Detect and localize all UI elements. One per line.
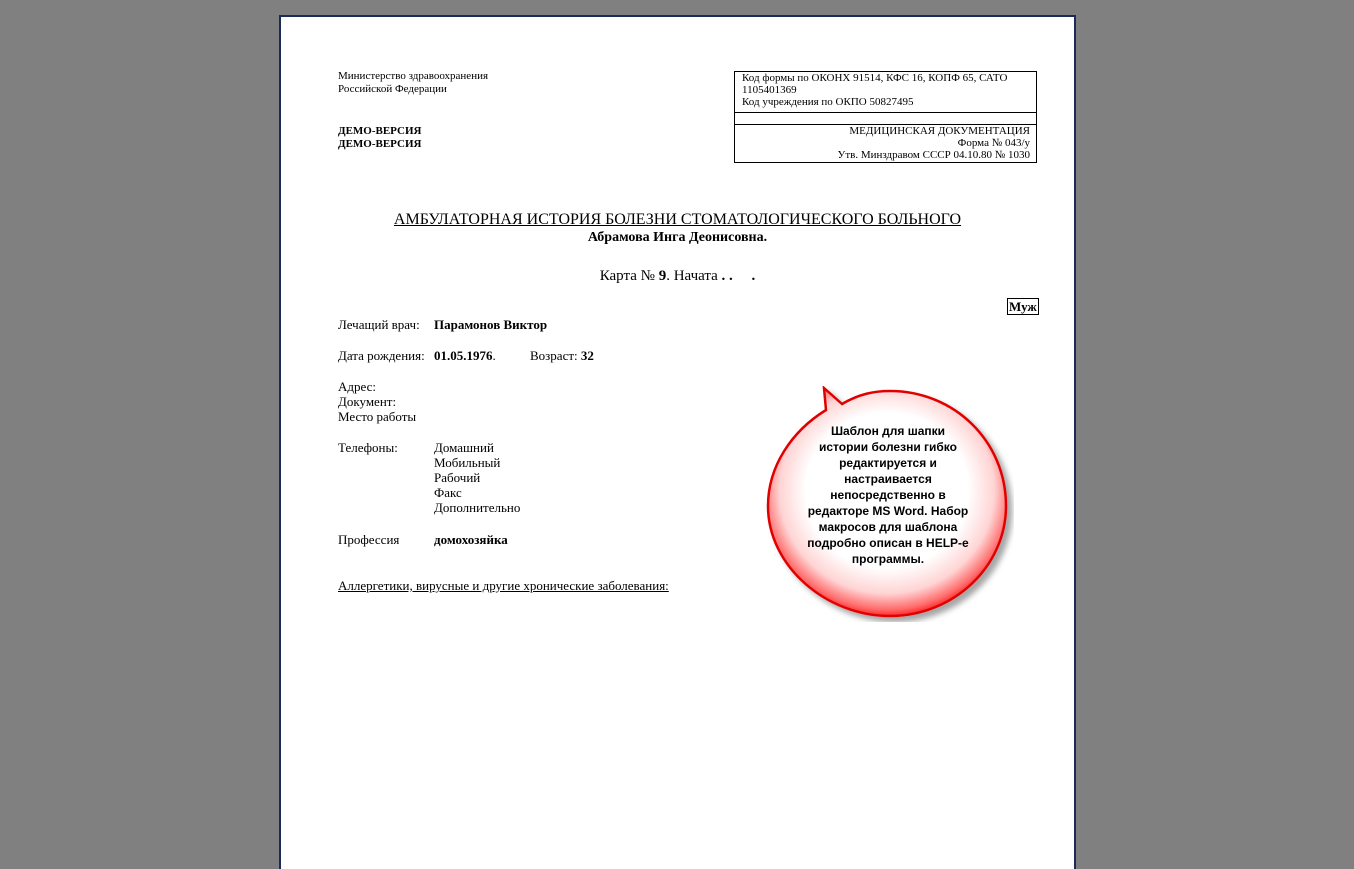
- phone-mobile: Мобильный: [434, 455, 501, 470]
- form-code-line-1: Код формы по ОКОНХ 91514, КФС 16, КОПФ 65, САТО: [742, 72, 1008, 84]
- birth-dot: .: [492, 348, 496, 363]
- patient-name: Абрамова Инга Деонисовна.: [587, 230, 768, 245]
- birth-row: [434, 348, 496, 363]
- document-label: Документ:: [338, 394, 397, 409]
- form-code-spacer: [735, 113, 1036, 125]
- form-code-section: [735, 72, 1036, 113]
- ministry-line-2: Российской Федерации: [338, 83, 447, 95]
- age-row: [530, 348, 594, 363]
- demo-block: [338, 125, 421, 151]
- form-approval-section: [735, 125, 1036, 161]
- address-label: Адрес:: [338, 379, 376, 394]
- doctor-value: Парамонов Виктор: [434, 317, 548, 332]
- phone-fax: Факс: [434, 485, 462, 500]
- started-label: . Начата: [666, 268, 718, 284]
- title-block: [281, 210, 1074, 246]
- form-code-box: [734, 71, 1037, 163]
- age-label: Возраст:: [530, 348, 578, 363]
- demo-label-1: ДЕМО-ВЕРСИЯ: [338, 125, 422, 137]
- demo-label-2: ДЕМО-ВЕРСИЯ: [338, 138, 422, 150]
- phones-label: Телефоны:: [338, 440, 398, 455]
- profession-label: Профессия: [338, 532, 400, 547]
- contact-block: [338, 379, 416, 424]
- document-title: АМБУЛАТОРНАЯ ИСТОРИЯ БОЛЕЗНИ СТОМАТОЛОГИЧЕСКОГО БОЛЬНОГО: [393, 211, 962, 228]
- age-value: 32: [580, 348, 594, 363]
- phone-work: Рабочий: [434, 470, 481, 485]
- doctor-label: Лечащий врач:: [338, 317, 420, 332]
- allergies-label: Аллергетики, вирусные и другие хронические заболевания:: [338, 578, 669, 593]
- birth-label: Дата рождения:: [338, 348, 425, 363]
- birth-value: 01.05.1976: [434, 348, 493, 363]
- phone-extra: Дополнительно: [434, 500, 521, 515]
- card-number: 9: [658, 268, 667, 284]
- form-code-line-3: Код учреждения по ОКПО 50827495: [742, 96, 914, 108]
- callout-text: Шаблон для шапки истории болезни гибко редактируется и настраивается непосредственно в редакторе MS Word. Набор макросов для шаблона подробно описан в HELP-е программы.: [807, 424, 969, 566]
- approval-line: Утв. Минздравом СССР 04.10.80 № 1030: [837, 149, 1030, 161]
- form-code-line-2: 1105401369: [742, 84, 797, 96]
- card-label: Карта №: [599, 268, 655, 284]
- card-line: [281, 267, 1074, 285]
- ministry-block: [338, 70, 488, 96]
- med-doc-label: МЕДИЦИНСКАЯ ДОКУМЕНТАЦИЯ: [849, 125, 1030, 137]
- sex-box: Муж: [1009, 299, 1037, 314]
- form-number: Форма № 043/у: [957, 137, 1030, 149]
- phone-home: Домашний: [434, 440, 494, 455]
- ministry-line-1: Министерство здравоохранения: [338, 70, 489, 82]
- started-value: . . .: [721, 268, 756, 284]
- profession-value: домохозяйка: [434, 532, 508, 547]
- work-label: Место работы: [338, 409, 417, 424]
- phones-list: [434, 440, 520, 515]
